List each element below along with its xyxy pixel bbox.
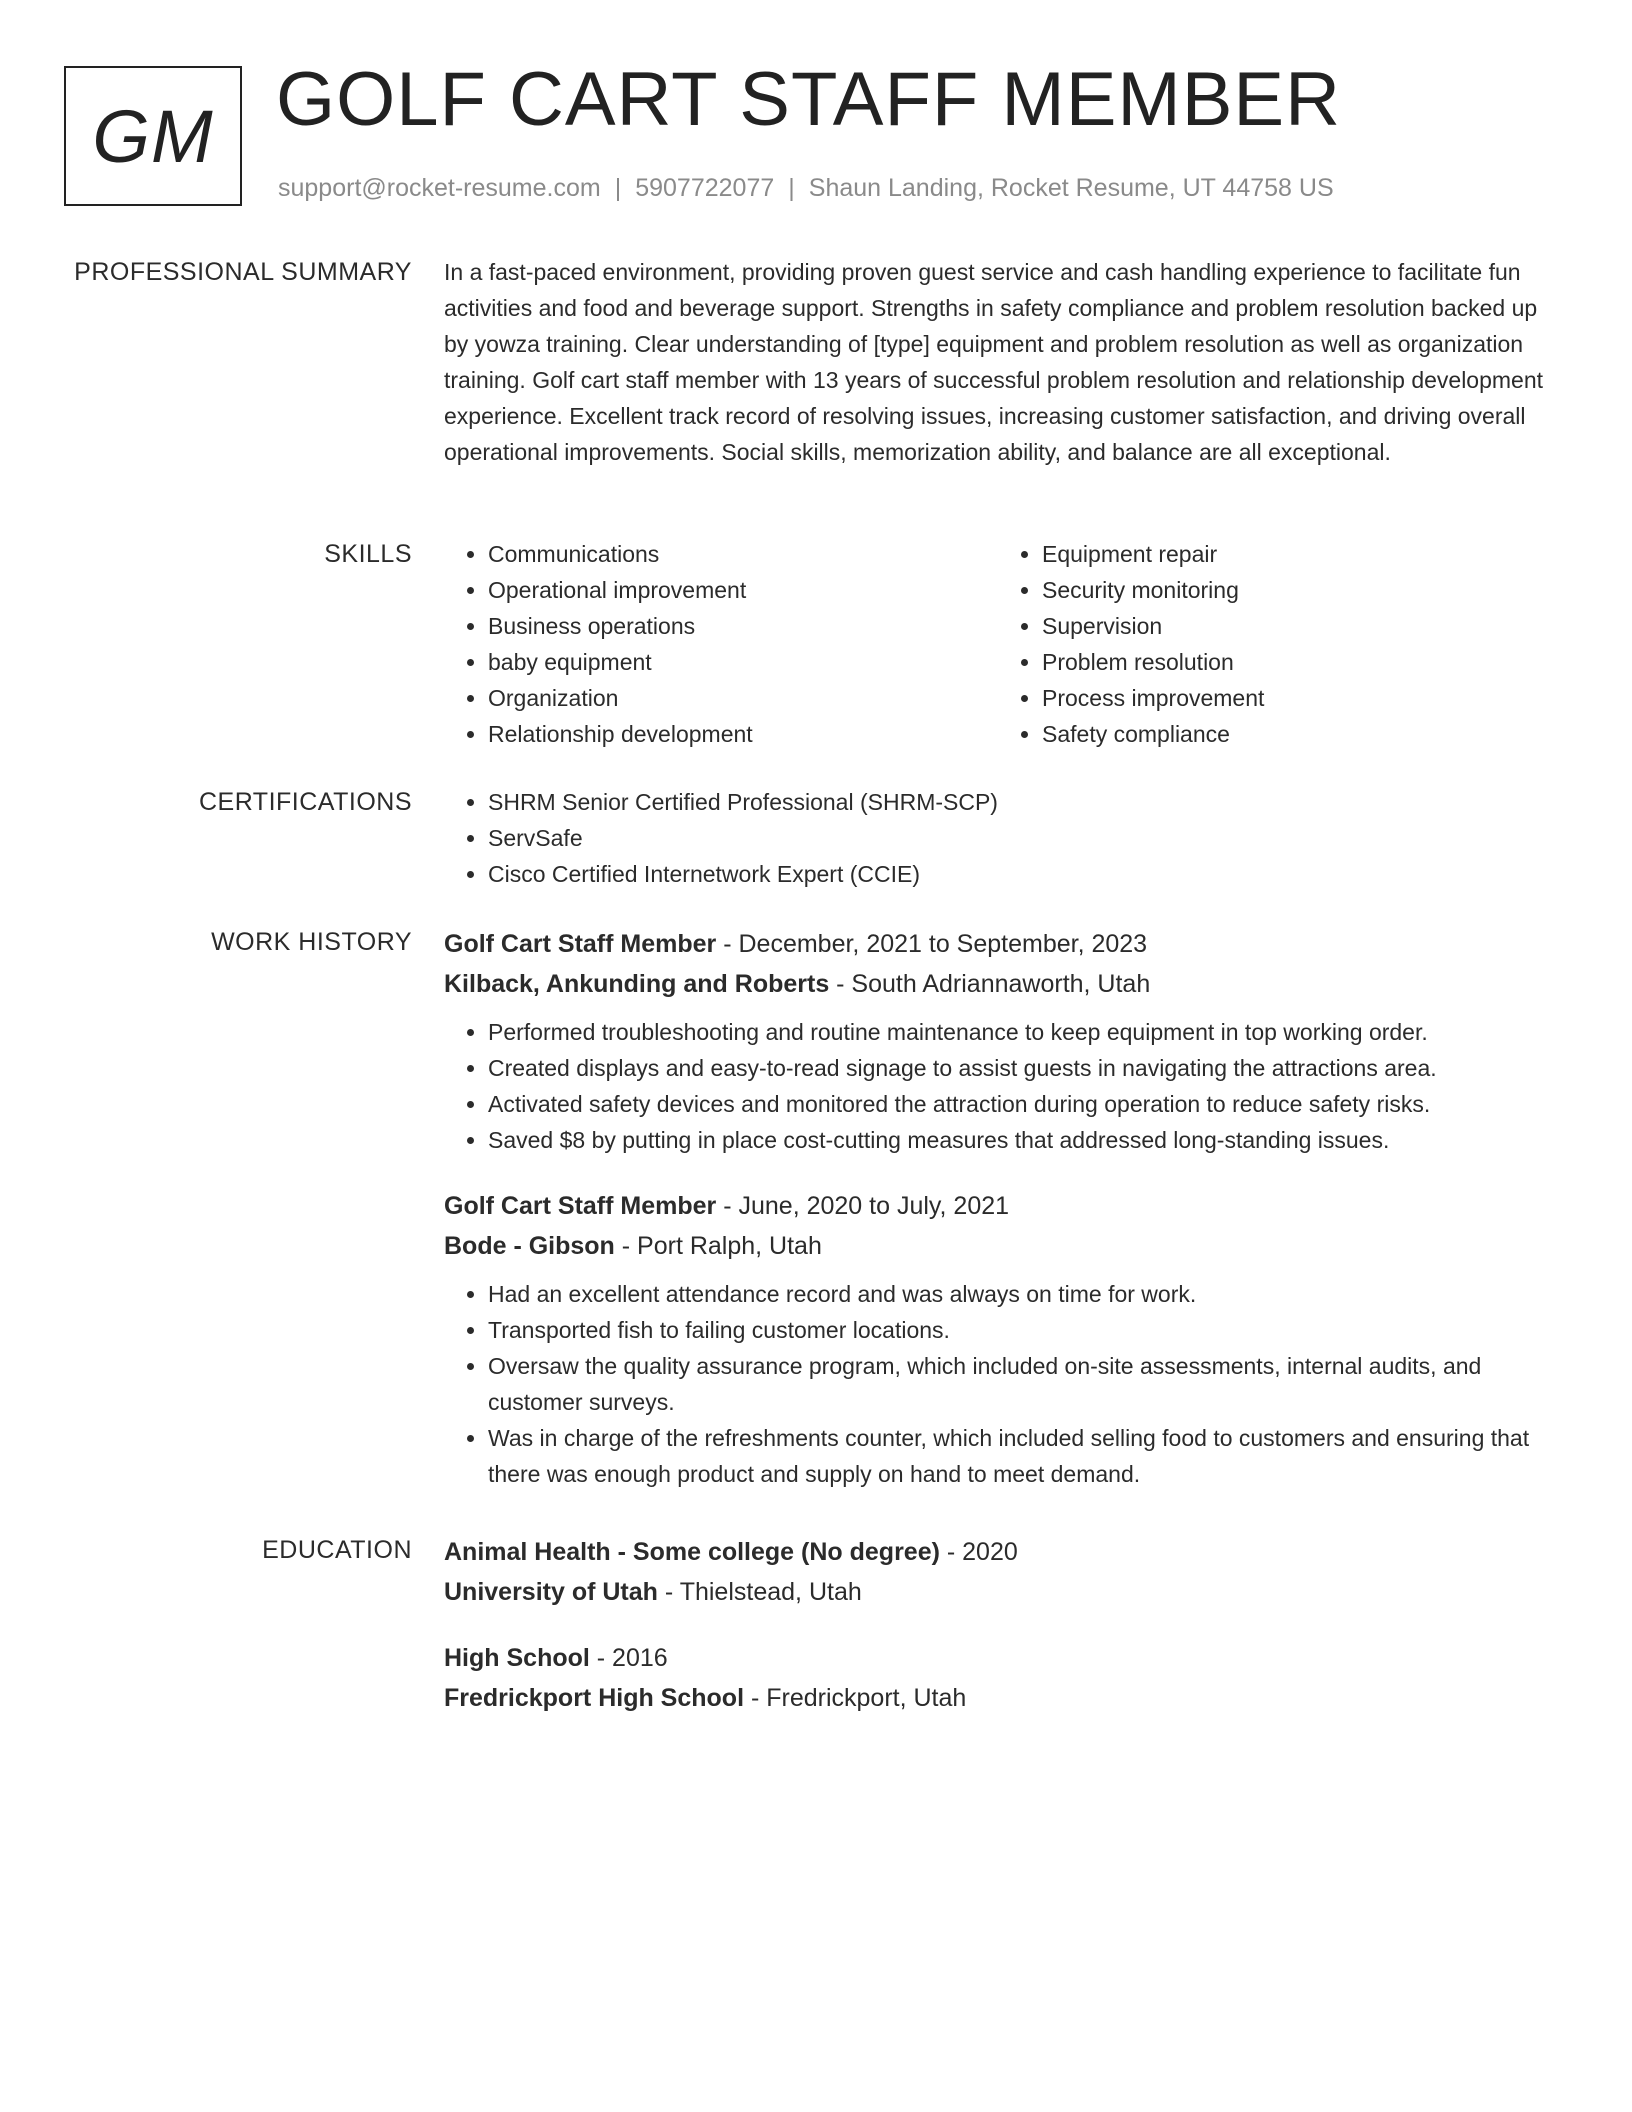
job-bullet: • Activated safety devices and monitored the attraction during operation to reduce safety risks.	[488, 1086, 1552, 1122]
education-label: EDUCATION	[262, 1536, 412, 1564]
certifications-label: CERTIFICATIONS	[198, 788, 412, 816]
contact-address: Shaun Landing, Rocket Resume, UT 44758 US	[808, 174, 1334, 202]
education-entry	[444, 1532, 1552, 1612]
certifications-list	[444, 784, 1552, 892]
job-company: Kilback, Ankunding and Roberts	[444, 970, 830, 998]
contact-separator: |	[788, 174, 795, 202]
education-degree: Animal Health - Some college (No degree)	[444, 1538, 940, 1566]
education-degree-line	[444, 1532, 1552, 1572]
job-bullet: • Performed troubleshooting and routine maintenance to keep equipment in top working order.	[488, 1014, 1552, 1050]
skill-item: • Organization	[488, 680, 998, 716]
contact-line	[278, 174, 1334, 203]
education-year: - 2016	[589, 1644, 668, 1672]
job-bullets	[444, 1276, 1552, 1492]
skills-list-left	[444, 536, 998, 752]
job-dates: - June, 2020 to July, 2021	[716, 1192, 1010, 1220]
summary-label: PROFESSIONAL SUMMARY	[74, 258, 412, 286]
job-bullet: • Was in charge of the refreshments counter, which included selling food to customers and ensuring that there was enough product and supply on hand to meet demand.	[488, 1420, 1552, 1492]
job-bullets	[444, 1014, 1552, 1158]
education-body	[444, 1532, 1552, 1744]
education-location: - Fredrickport, Utah	[744, 1684, 967, 1712]
skill-item: • Operational improvement	[488, 572, 998, 608]
education-school: University of Utah	[444, 1578, 658, 1606]
job-title: Golf Cart Staff Member	[444, 1192, 717, 1220]
skills-body	[444, 536, 1552, 752]
job-dates: - December, 2021 to September, 2023	[716, 930, 1148, 958]
education-school: Fredrickport High School	[444, 1684, 745, 1712]
job-entry	[444, 924, 1552, 1158]
work-history-body	[444, 924, 1552, 1520]
summary-body	[444, 254, 1552, 470]
skill-item: • Relationship development	[488, 716, 998, 752]
education-school-line	[444, 1572, 1552, 1612]
education-degree-line	[444, 1638, 1552, 1678]
job-bullet: • Had an excellent attendance record and was always on time for work.	[488, 1276, 1552, 1312]
job-location: - Port Ralph, Utah	[614, 1232, 822, 1260]
skill-item: • Equipment repair	[1042, 536, 1552, 572]
education-school-line	[444, 1678, 1552, 1718]
contact-phone[interactable]: 5907722077	[635, 174, 775, 202]
job-title-line	[444, 924, 1552, 964]
education-location: - Thielstead, Utah	[657, 1578, 862, 1606]
job-bullet: • Transported fish to failing customer locations.	[488, 1312, 1552, 1348]
job-title: Golf Cart Staff Member	[444, 930, 717, 958]
skill-item: • Security monitoring	[1042, 572, 1552, 608]
skill-item: • Business operations	[488, 608, 998, 644]
skills-label: SKILLS	[324, 540, 412, 568]
work-history-label: WORK HISTORY	[211, 928, 412, 956]
skill-item: • Communications	[488, 536, 998, 572]
job-company: Bode - Gibson	[444, 1232, 615, 1260]
certification-item: • Cisco Certified Internetwork Expert (CCIE)	[488, 856, 1552, 892]
certifications-body	[444, 784, 1552, 892]
skills-grid	[444, 536, 1552, 752]
education-degree: High School	[444, 1644, 590, 1672]
certification-item: • SHRM Senior Certified Professional (SHRM-SCP)	[488, 784, 1552, 820]
certification-item: • ServSafe	[488, 820, 1552, 856]
skill-item: • Safety compliance	[1042, 716, 1552, 752]
education-entry	[444, 1638, 1552, 1718]
contact-separator: |	[614, 174, 622, 202]
skill-item: • Process improvement	[1042, 680, 1552, 716]
resume-title: GOLF CART STAFF MEMBER	[276, 57, 1341, 142]
summary-text: In a fast-paced environment, providing proven guest service and cash handling experience to facilitate fun activities and food and beverage support. Strengths in safety compliance and problem resolution backed up by yowza training. Clear understanding of [type] equipment and problem resolution as well as organization training. Golf cart staff member with 13 years of successful problem resolution and relationship development experience. Excellent track record of resolving issues, increasing customer satisfaction, and driving overall operational improvements. Social skills, memorization ability, and balance are all exceptional.	[444, 259, 1544, 465]
resume-header	[64, 57, 1564, 216]
job-title-line	[444, 1186, 1552, 1226]
job-bullet: • Created displays and easy-to-read signage to assist guests in navigating the attractions area.	[488, 1050, 1552, 1086]
contact-email[interactable]: support@rocket-resume.com	[278, 174, 601, 202]
monogram: GM	[64, 66, 242, 206]
skill-item: • baby equipment	[488, 644, 998, 680]
skills-list-right	[998, 536, 1552, 752]
job-company-line	[444, 1226, 1552, 1266]
job-entry	[444, 1186, 1552, 1492]
job-bullet: • Saved $8 by putting in place cost-cutting measures that addressed long-standing issues.	[488, 1122, 1552, 1158]
skill-item: • Supervision	[1042, 608, 1552, 644]
education-year: - 2020	[939, 1538, 1018, 1566]
job-bullet: • Oversaw the quality assurance program, which included on-site assessments, internal audits, and customer surveys.	[488, 1348, 1552, 1420]
job-location: - South Adriannaworth, Utah	[829, 970, 1151, 998]
job-company-line	[444, 964, 1552, 1004]
skill-item: • Problem resolution	[1042, 644, 1552, 680]
